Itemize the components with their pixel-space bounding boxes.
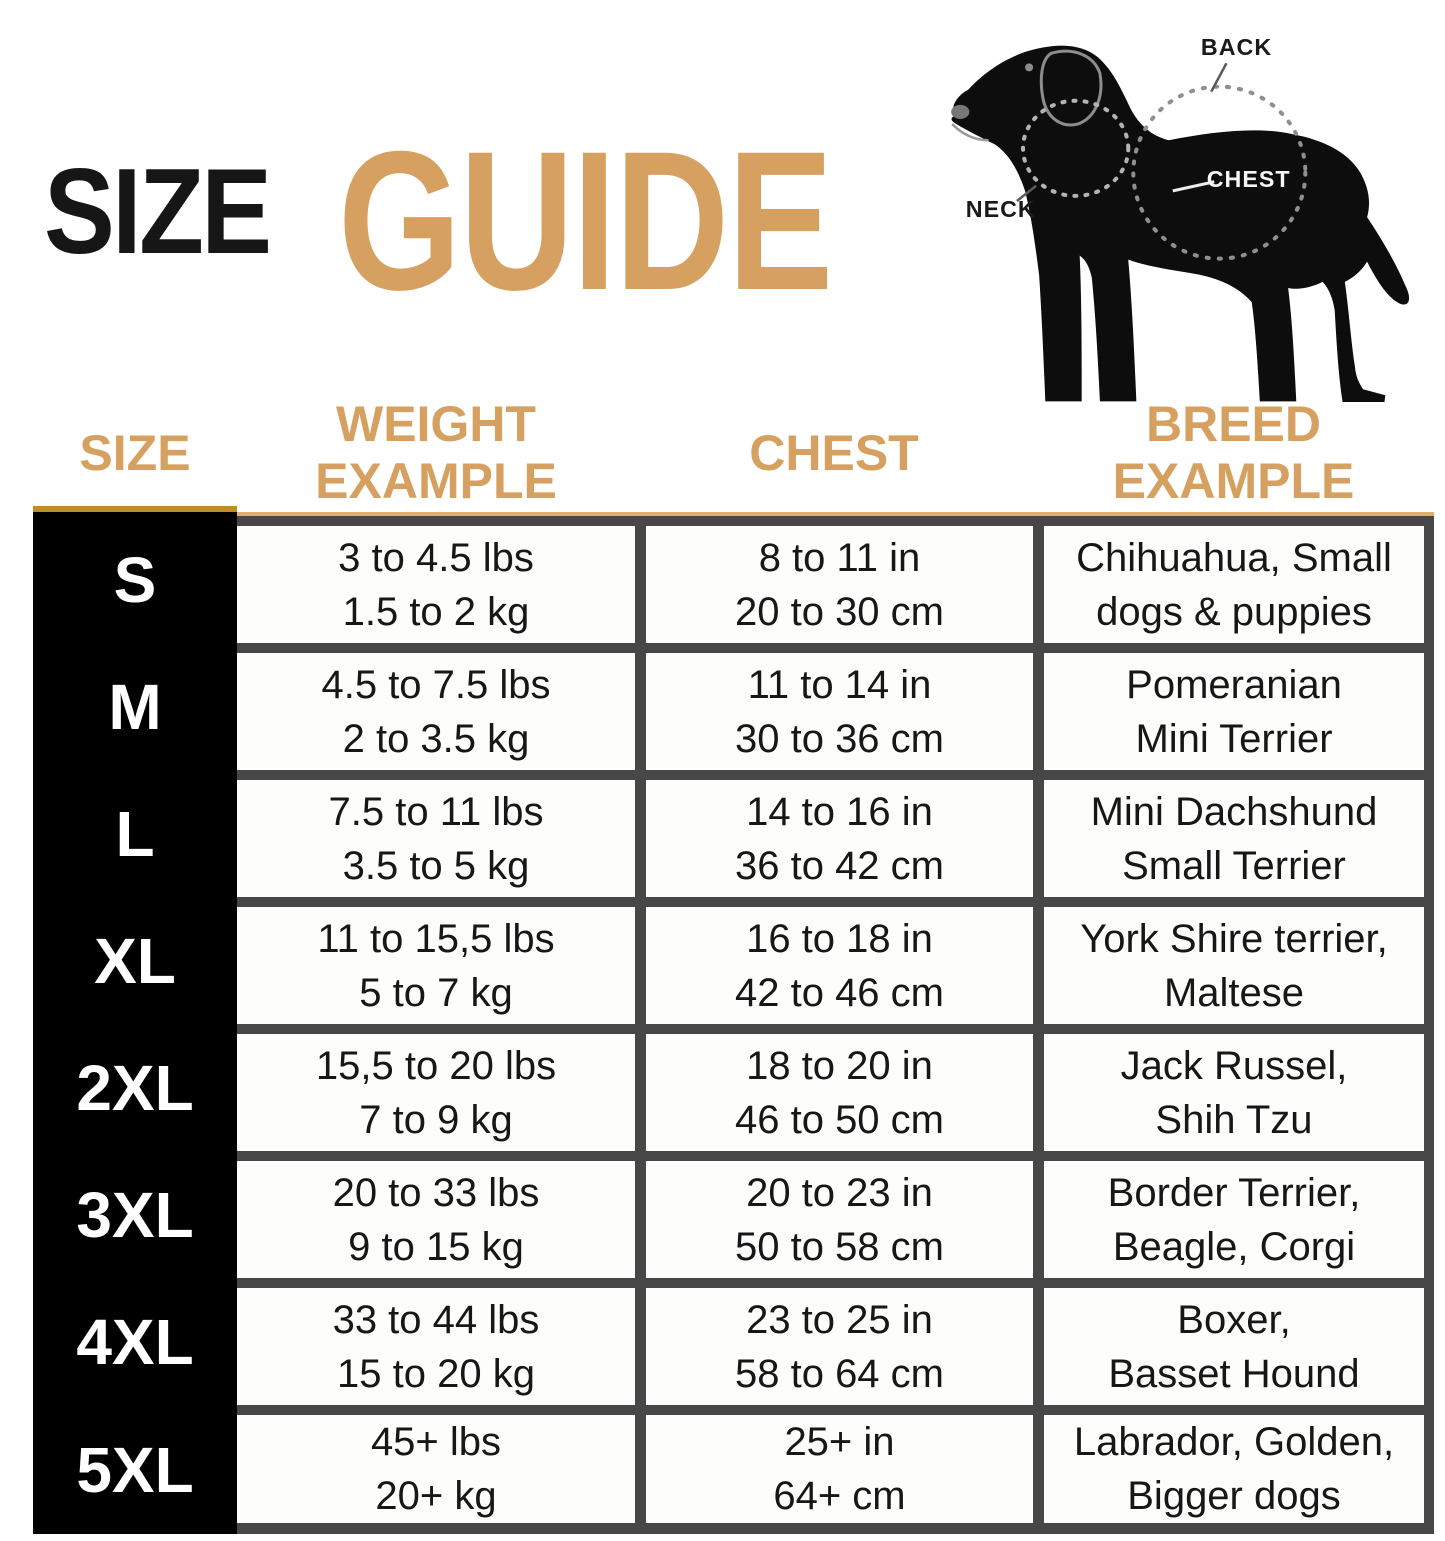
breed-line2: Basset Hound xyxy=(1108,1351,1360,1396)
size-table-body xyxy=(33,516,1434,1534)
header-breed-line1: BREED xyxy=(1145,396,1322,452)
header-weight-example xyxy=(237,396,635,510)
table-row xyxy=(33,1024,1434,1151)
dog-silhouette xyxy=(952,46,1410,402)
chest-line1: 18 to 20 in xyxy=(746,1043,933,1088)
dog-nose xyxy=(951,105,969,119)
chest-line2: 42 to 46 cm xyxy=(734,970,944,1015)
dog-ear xyxy=(1041,51,1101,125)
table-header-row xyxy=(33,390,1434,516)
chest-line1: 20 to 23 in xyxy=(746,1170,933,1215)
breed-line2: dogs & puppies xyxy=(1096,589,1372,634)
chest-line2: 64+ cm xyxy=(773,1474,906,1518)
title-size-word: SIZE xyxy=(44,143,270,279)
breed-line1: York Shire terrier, xyxy=(1080,916,1388,961)
breed-line2: Bigger dogs xyxy=(1127,1474,1341,1518)
title-guide-word: GUIDE xyxy=(338,110,832,331)
weight-line1: 4.5 to 7.5 lbs xyxy=(321,662,551,707)
table-row xyxy=(33,1151,1434,1278)
breed-line1: Boxer, xyxy=(1177,1297,1291,1342)
weight-line1: 45+ lbs xyxy=(370,1420,502,1464)
breed-line1: Pomeranian xyxy=(1126,662,1342,707)
weight-cell xyxy=(237,1024,635,1151)
chest-line2: 50 to 58 cm xyxy=(734,1224,944,1269)
breed-cell xyxy=(1033,1405,1434,1534)
weight-line2: 1.5 to 2 kg xyxy=(342,589,530,634)
chest-cell xyxy=(635,897,1033,1024)
chest-cell xyxy=(635,516,1033,643)
weight-line2: 15 to 20 kg xyxy=(337,1351,535,1396)
weight-cell xyxy=(237,770,635,897)
breed-line2: Mini Terrier xyxy=(1135,716,1333,761)
breed-line1: Jack Russel, xyxy=(1120,1043,1348,1088)
weight-line2: 9 to 15 kg xyxy=(348,1224,524,1269)
chest-line2: 30 to 36 cm xyxy=(734,716,944,761)
weight-cell xyxy=(237,1278,635,1405)
breed-cell xyxy=(1033,1151,1434,1278)
chest-line2: 20 to 30 cm xyxy=(734,589,944,634)
chest-line1: 16 to 18 in xyxy=(746,916,933,961)
breed-line1: Border Terrier, xyxy=(1107,1170,1361,1215)
size-cell: M xyxy=(108,670,162,743)
weight-cell xyxy=(237,1405,635,1534)
breed-line2: Beagle, Corgi xyxy=(1112,1224,1356,1269)
weight-line1: 3 to 4.5 lbs xyxy=(338,535,534,580)
breed-line2: Small Terrier xyxy=(1122,843,1346,888)
breed-line1: Mini Dachshund xyxy=(1090,789,1378,834)
size-cell: XL xyxy=(94,924,176,997)
breed-line2: Maltese xyxy=(1163,970,1305,1015)
breed-cell xyxy=(1033,1278,1434,1405)
table-row xyxy=(33,1278,1434,1405)
header-breed-example xyxy=(1033,396,1434,510)
breed-line1: Chihuahua, Small xyxy=(1076,535,1392,580)
chest-line1: 11 to 14 in xyxy=(747,662,932,707)
weight-line1: 15,5 to 20 lbs xyxy=(315,1043,557,1088)
table-row xyxy=(33,770,1434,897)
chest-line1: 8 to 11 in xyxy=(758,535,921,580)
chest-line1: 25+ in xyxy=(784,1420,895,1464)
breed-line2: Shih Tzu xyxy=(1155,1097,1313,1142)
breed-cell xyxy=(1033,516,1434,643)
chest-cell xyxy=(635,770,1033,897)
weight-line2: 20+ kg xyxy=(375,1474,497,1518)
chest-line2: 58 to 64 cm xyxy=(734,1351,944,1396)
breed-cell xyxy=(1033,897,1434,1024)
chest-line2: 46 to 50 cm xyxy=(734,1097,944,1142)
dog-measurement-diagram xyxy=(938,6,1444,402)
header-weight-line2: EXAMPLE xyxy=(315,453,557,509)
back-label: BACK xyxy=(1200,34,1273,61)
weight-line1: 11 to 15,5 lbs xyxy=(317,916,555,961)
chest-cell xyxy=(635,1278,1033,1405)
table-row xyxy=(33,1405,1434,1534)
size-cell: L xyxy=(115,797,155,870)
table-row xyxy=(33,516,1434,643)
size-cell: 4XL xyxy=(76,1305,194,1378)
chest-label: CHEST xyxy=(1206,165,1291,192)
weight-line1: 20 to 33 lbs xyxy=(332,1170,540,1215)
weight-cell xyxy=(237,1151,635,1278)
header-chest: CHEST xyxy=(749,424,919,481)
table-row xyxy=(33,897,1434,1024)
weight-cell xyxy=(237,897,635,1024)
weight-line2: 2 to 3.5 kg xyxy=(342,716,530,761)
header-weight-line1: WEIGHT xyxy=(336,396,536,452)
breed-cell xyxy=(1033,1024,1434,1151)
breed-line1: Labrador, Golden, xyxy=(1073,1420,1395,1464)
size-cell: 2XL xyxy=(76,1051,194,1124)
size-cell: 3XL xyxy=(76,1178,194,1251)
chest-line1: 23 to 25 in xyxy=(746,1297,933,1342)
chest-line2: 36 to 42 cm xyxy=(734,843,944,888)
weight-line1: 33 to 44 lbs xyxy=(332,1297,540,1342)
chest-cell xyxy=(635,1151,1033,1278)
breed-cell xyxy=(1033,770,1434,897)
weight-line1: 7.5 to 11 lbs xyxy=(328,789,544,834)
chest-cell xyxy=(635,1405,1033,1534)
weight-line2: 5 to 7 kg xyxy=(359,970,513,1015)
neck-label: NECK xyxy=(965,196,1036,223)
breed-cell xyxy=(1033,643,1434,770)
dog-diagram-svg xyxy=(938,6,1444,402)
weight-cell xyxy=(237,643,635,770)
header-size: SIZE xyxy=(79,424,191,481)
header-breed-line2: EXAMPLE xyxy=(1112,453,1355,509)
chest-cell xyxy=(635,643,1033,770)
dog-eye xyxy=(1025,63,1033,71)
weight-line2: 3.5 to 5 kg xyxy=(342,843,530,888)
chest-line1: 14 to 16 in xyxy=(746,789,933,834)
weight-cell xyxy=(237,516,635,643)
table-row xyxy=(33,643,1434,770)
size-cell: S xyxy=(113,543,157,616)
chest-cell xyxy=(635,1024,1033,1151)
size-cell: 5XL xyxy=(76,1433,194,1506)
weight-line2: 7 to 9 kg xyxy=(359,1097,513,1142)
